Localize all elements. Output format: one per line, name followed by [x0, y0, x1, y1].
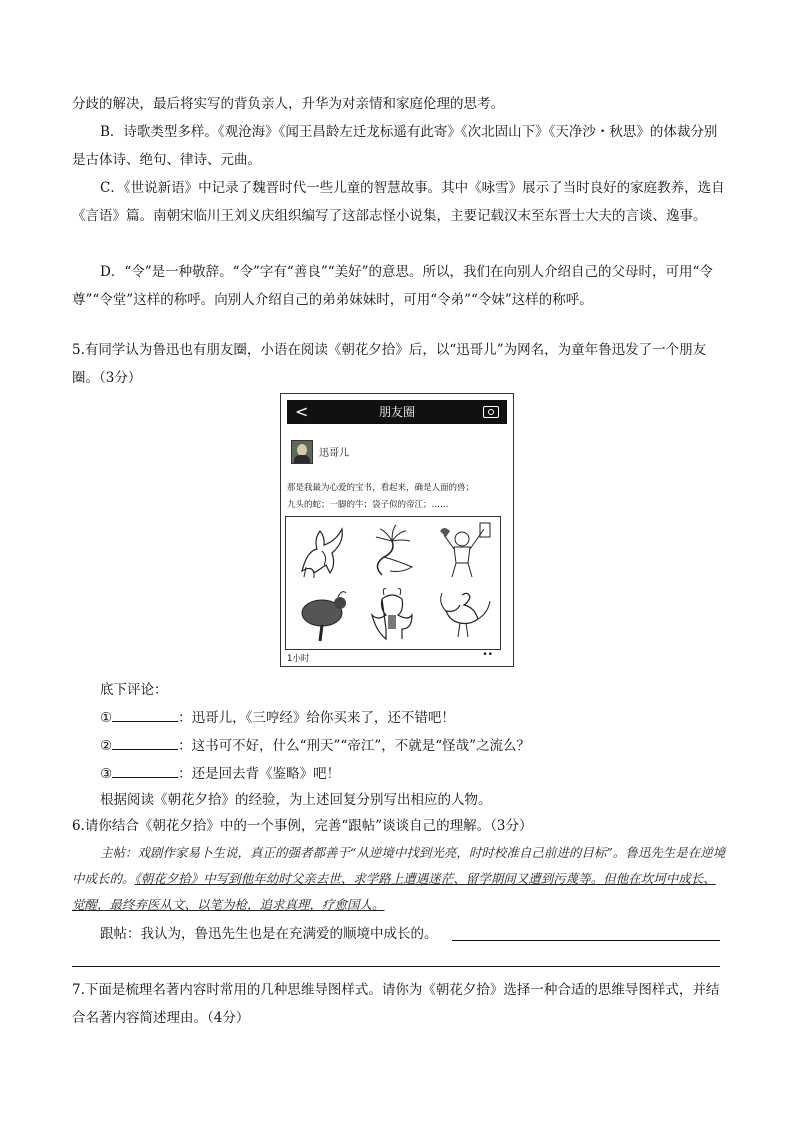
main-post-part1: 主帖：戏剧作家易卜生说，真正的强者都善于“从逆境中找到光亮，时时校准自己前进的目标”。鲁迅先生是在逆境中成长的。 [72, 845, 726, 886]
more-dots-icon: •• [482, 650, 493, 660]
main-post [72, 840, 728, 918]
post-line-1: 那是我最为心爱的宝书，看起来，确是人面的兽； [287, 483, 475, 493]
option-a-tail: 分歧的解决，最后将实写的背负亲人，升华为对亲情和家庭伦理的思考。 [72, 96, 504, 112]
phone-mockup [280, 393, 514, 667]
username: 迅哥儿 [319, 448, 349, 459]
nine-headed-snake-illustration [362, 521, 422, 579]
winged-beast-illustration [292, 521, 352, 579]
post-line-2: 九头的蛇；一脚的牛；袋子似的帝江；…… [287, 500, 449, 510]
comment-1-number: ① [100, 710, 113, 726]
answer-blank-1[interactable] [112, 707, 178, 722]
bird-illustration [434, 585, 494, 643]
post-text [287, 480, 509, 514]
comment-3-number: ③ [100, 766, 113, 782]
comment-1-text: ：迅哥儿，《三哼经》给你买来了，还不错吧！ [178, 710, 455, 726]
post-time: 1小时 [287, 654, 310, 664]
comment-2 [72, 732, 728, 760]
option-c: C．《世说新语》中记录了魏晋时代一些儿童的智慧故事。其中《咏雪》展示了当时良好的家庭教养，选自《言语》篇。南朝宋临川王刘义庆组织编写了这部志怪小说集，主要记载汉末至东晋士大夫的言谈、逸事。 [72, 180, 725, 224]
question-7: 7.下面是梳理名著内容时常用的几种思维导图样式。请你为《朝花夕拾》选择一种合适的思维导图样式，并结合名著内容简述理由。（4分） [72, 982, 720, 1026]
comment-2-text: ：这书可不好，什么“刑天”“帝江”，不就是“怪哉”之流么？ [178, 738, 531, 754]
axe-figure-illustration [434, 521, 494, 579]
question-5: 5.有同学认为鲁迅也有朋友圈，小语在阅读《朝花夕拾》后，以“迅哥儿”为网名，为童年鲁迅发了一个朋友圈。（3分） [72, 342, 707, 386]
comment-3-text: ：还是回去背《鉴略》吧！ [178, 766, 341, 782]
reply-post: 跟帖：我认为，鲁迅先生也是在充满爱的顺境中成长的。 [100, 926, 438, 942]
option-d: D．“令”是一种敬辞。“令”字有“善良”“美好”的意思。所以，我们在向别人介绍自己的父母时，可用“令尊”“令堂”这样的称呼。向别人介绍自己的弟弟妹妹时，可用“令弟”“令妹”这样的称呼。 [72, 264, 713, 308]
answer-blank-2[interactable] [112, 735, 178, 750]
one-legged-ox-illustration [292, 585, 352, 643]
horned-beast-illustration [362, 585, 422, 643]
reply-answer-line-1[interactable] [452, 940, 720, 941]
q5-instruction: 根据阅读《朝花夕拾》的经验，为上述回复分别写出相应的人物。 [100, 792, 492, 808]
comment-1 [72, 704, 728, 732]
answer-blank-3[interactable] [112, 763, 178, 778]
phone-title: 朋友圈 [378, 405, 415, 419]
option-b: B．诗歌类型多样。《观沧海》《闻王昌龄左迁龙标遥有此寄》《次北固山下》《天净沙・秋思》的体裁分别是古体诗、绝句、律诗、元曲。 [72, 124, 718, 168]
comment-3 [72, 760, 728, 788]
avatar [291, 440, 313, 464]
comment-2-number: ② [100, 738, 113, 754]
camera-icon [483, 406, 499, 418]
image-grid [285, 516, 501, 650]
reply-answer-line-2[interactable] [72, 966, 720, 967]
comments-label: 底下评论： [100, 682, 168, 698]
phone-title-bar [287, 400, 507, 424]
main-post-part2: 《朝花夕拾》中写到他年幼时父亲去世、求学路上遭遇迷茫、留学期间又遭到污蔑等。但他在坎坷中成长、觉醒，最终弃医从文、以笔为枪，追求真理，疗愈国人。 [72, 871, 716, 912]
back-arrow-icon: < [295, 402, 309, 421]
question-6: 6.请你结合《朝花夕拾》中的一个事例，完善“跟帖”谈谈自己的理解。（3分） [72, 818, 533, 834]
